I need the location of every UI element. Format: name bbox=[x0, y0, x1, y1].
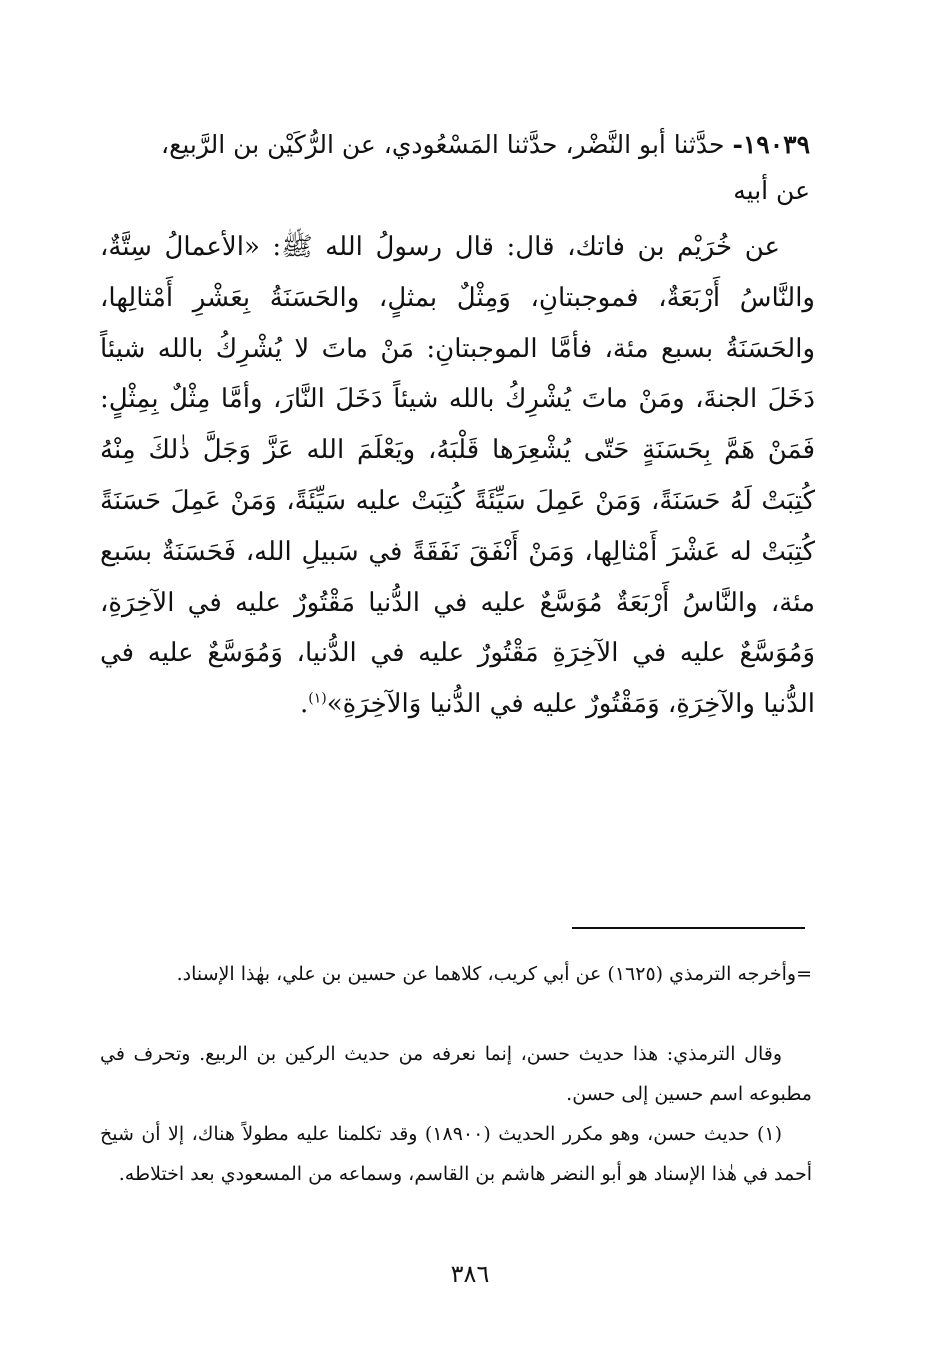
hadith-isnad bbox=[105, 122, 810, 214]
hadith-number: ١٩٠٣٩- bbox=[732, 130, 810, 159]
footnote-1: (١) حديث حسن، وهو مكرر الحديث (١٨٩٠٠) وقد تكلمنا عليه مطولاً هناك، إلا أن شيخ أحمد في هٰذا الإسناد هو أبو النضر هاشم بن القاسم، وسماعه من المسعودي بعد اختلاطه. bbox=[100, 1123, 812, 1185]
isnad-line-1: حدَّثنا أبو النَّضْر، حدَّثنا المَسْعُودي، عن الرُّكَيْن بن الرَّبيع، bbox=[161, 130, 725, 159]
hadith-end-punctuation: . bbox=[300, 689, 309, 720]
footnote-marker[interactable]: (١) bbox=[308, 690, 327, 707]
footnote-continued: =وأخرجه الترمذي (١٦٢٥) عن أبي كريب، كلاهما عن حسين بن علي، بهٰذا الإسناد. bbox=[176, 963, 812, 985]
hadith-matn: عن خُرَيْم بن فاتك، قال: قال رسولُ الله ﷺ: «الأعمالُ سِتَّةٌ، والنَّاسُ أَرْبَعَةٌ، فموجبتانِ، وَمِثْلٌ بمثلٍ، والحَسَنَةُ بِعَشْرِ أَمْثالِها، والحَسَنَةُ بسبع مئة، فأمَّا الموجبتانِ: مَنْ ماتَ لا يُشْرِكُ بالله شيئاً دَخَلَ الجنةَ، ومَنْ ماتَ يُشْرِكُ بالله شيئاً دَخَلَ النَّارَ، وأمَّا مِثْلٌ بِمِثْلٍ: فَمَنْ هَمَّ بِحَسَنَةٍ حَتّى يُشْعِرَها قَلْبَهُ، ويَعْلَمَ الله عَزَّ وَجَلَّ ذٰلكَ مِنْهُ كُتِبَتْ لَهُ حَسَنَةً، وَمَنْ عَمِلَ سَيِّئَةً كُتِبَتْ عليه سَيِّئَةً، وَمَنْ عَمِلَ حَسَنَةً كُتِبَتْ له عَشْرَ أَمْثالِها، وَمَنْ أَنْفَقَ نَفَقَةً في سَبيلِ الله، فَحَسَنَةٌ بسَبع مئة، والنَّاسُ أَرْبَعَةٌ مُوَسَّعٌ عليه في الدُّنيا مَقْتُورٌ عليه في الآخِرَةِ، وَمُوَسَّعٌ عليه في الآخِرَةِ مَقْتُورٌ عليه في الدُّنيا، وَمُوَسَّعٌ عليه في الدُّنيا والآخِرَةِ، وَمَقْتُورٌ عليه في الدُّنيا وَالآخِرَةِ» bbox=[100, 232, 815, 720]
hadith-text bbox=[100, 222, 815, 730]
footnote-separator bbox=[572, 927, 805, 929]
page-number: ٣٨٦ bbox=[450, 1260, 490, 1288]
footnote-tirmidhi: وقال الترمذي: هذا حديث حسن، إنما نعرفه من حديث الركين بن الربيع. وتحرف في مطبوعه اسم حسين إلى حسن. bbox=[100, 1043, 812, 1105]
isnad-line-2: عن أبيه bbox=[733, 176, 810, 205]
